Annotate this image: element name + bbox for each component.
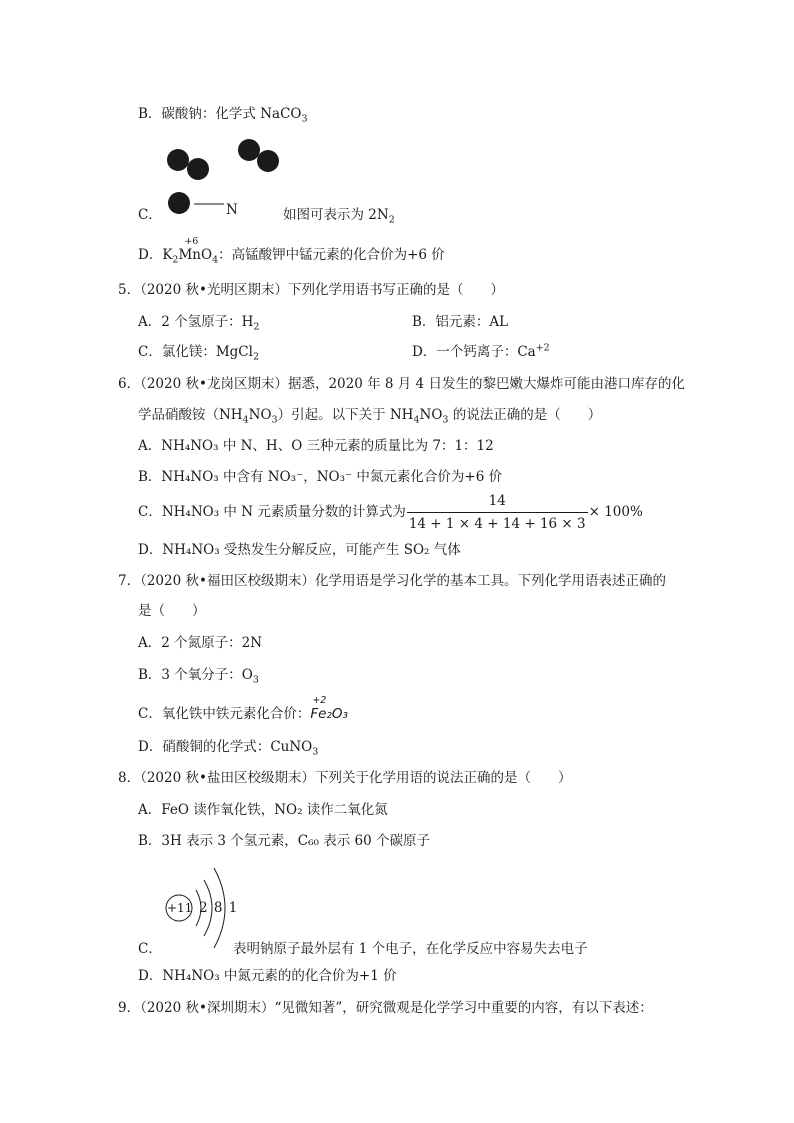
formula-part: MnO <box>178 247 213 263</box>
superscript: +2 <box>535 342 550 354</box>
subscript: 4 <box>413 414 420 426</box>
option-label: B． <box>138 667 162 683</box>
option-label: A． <box>138 314 162 330</box>
stem-text: ）引起。以下关于 NH <box>277 407 414 423</box>
option-text: 氯化镁：MgCl <box>161 344 253 360</box>
q8-option-a <box>138 800 388 820</box>
stem-text: NO <box>419 407 443 423</box>
option-label: D． <box>138 247 163 263</box>
option-text: NH₄NO₃ 中 N、H、O 三种元素的质量比为 7：1：12 <box>161 438 494 454</box>
q6-option-b <box>138 467 502 487</box>
option-text: NH₄NO₃ 中含有 NO₃⁻，NO₃⁻ 中氮元素化合价为+6 价 <box>161 469 503 485</box>
option-text: 如图可表示为 2N <box>283 207 389 223</box>
q8-option-b <box>138 831 430 851</box>
subscript: 3 <box>271 414 278 426</box>
option-label: C． <box>138 504 162 520</box>
q7-option-c <box>138 695 348 724</box>
option-text: NH₄NO₃ 中氮元素的的化合价为+1 价 <box>162 968 397 984</box>
option-label: A． <box>138 438 162 454</box>
option-text: 2 个氢原子：H <box>161 314 254 330</box>
legend-n-label: N <box>226 202 238 218</box>
fraction <box>407 492 588 533</box>
valence-number: +2 <box>312 695 327 706</box>
q4-option-d <box>138 236 445 266</box>
option-label: B． <box>138 106 162 122</box>
option-label: D． <box>138 968 163 984</box>
stem-text: 学品硝酸铵（NH <box>138 407 243 423</box>
stem-text: NO <box>248 407 272 423</box>
valence-number: +6 <box>184 236 199 247</box>
subscript: 3 <box>312 746 319 758</box>
option-label: C． <box>138 344 162 360</box>
formula-part: Fe₂O₃ <box>310 706 348 722</box>
subscript: 2 <box>253 321 260 333</box>
option-text: 硝酸铜的化学式：CuNO <box>162 739 313 755</box>
atom-circle <box>257 150 279 172</box>
q5-stem: 5．（2020 秋•光明区期末）下列化学用语书写正确的是（ ） <box>118 282 504 298</box>
q9-stem: 9．（2020 秋•深圳期末）“见微知著”，研究微观是化学学习中重要的内容，有以下表述： <box>118 1000 653 1016</box>
option-label: D． <box>138 542 163 558</box>
q5-option-c <box>138 342 259 362</box>
subscript: 3 <box>442 414 449 426</box>
q8-stem: 8．（2020 秋•盐田区校级期末）下列关于化学用语的说法正确的是（ ） <box>118 770 572 786</box>
option-label: A． <box>138 802 162 818</box>
valence-mark <box>310 695 348 724</box>
subscript: 3 <box>301 113 308 125</box>
q6-option-c <box>138 492 643 533</box>
option-label: D． <box>138 739 163 755</box>
subscript: 2 <box>252 351 260 363</box>
q5-option-b <box>412 312 508 332</box>
q7-option-d <box>138 737 318 757</box>
q4-option-b <box>138 104 308 124</box>
atom-circle <box>187 158 209 180</box>
valence-mark <box>162 236 219 266</box>
option-label: C． <box>138 706 162 722</box>
nucleus-label: +11 <box>167 901 193 915</box>
q8-option-c-text: 表明钠原子最外层有 1 个电子，在化学反应中容易失去电子 <box>233 941 588 957</box>
option-text: NH₄NO₃ 受热发生分解反应，可能产生 SO₂ 气体 <box>162 542 461 558</box>
q4-option-c-label: C． <box>138 207 162 223</box>
option-label: D． <box>412 344 437 360</box>
option-text: 碳酸钠：化学式 NaCO <box>161 106 302 122</box>
q6-option-d <box>138 540 461 560</box>
option-text: FeO 读作氧化铁，NO₂ 读作二氧化氮 <box>161 802 388 818</box>
option-text: 2 个氮原子：2N <box>161 635 263 651</box>
option-text: × 100% <box>588 504 643 520</box>
fraction-denominator: 14 + 1 × 4 + 14 + 16 × 3 <box>407 512 588 533</box>
option-label: B． <box>138 833 162 849</box>
option-label: A． <box>138 635 162 651</box>
q8-option-d <box>138 966 397 986</box>
subscript: 3 <box>252 674 259 686</box>
option-text: 铝元素：AL <box>435 314 509 330</box>
subscript: 4 <box>242 414 249 426</box>
subscript: 2 <box>388 214 395 226</box>
atom-circle <box>167 149 189 171</box>
q6-option-a <box>138 436 494 456</box>
atom-circle <box>238 139 260 161</box>
option-label: B． <box>138 469 162 485</box>
molecule-diagram <box>160 138 290 218</box>
formula-part: K <box>162 247 173 263</box>
stem-text: 的说法正确的是（ ） <box>448 407 602 423</box>
q4-option-c-text <box>283 205 395 225</box>
q7-option-b <box>138 665 259 685</box>
legend-atom-circle <box>168 192 190 214</box>
q6-stem-line2 <box>138 405 601 425</box>
fraction-numerator: 14 <box>488 493 506 509</box>
q5-option-a <box>138 312 259 332</box>
option-text: 氧化铁中铁元素化合价： <box>161 706 311 722</box>
option-text: 一个钙离子：Ca <box>436 344 536 360</box>
q6-stem-line1: 6．（2020 秋•龙岗区期末）据悉，2020 年 8 月 4 日发生的黎巴嫩大爆炸可能由港口库存的化 <box>118 376 685 392</box>
q7-stem-line2: 是（ ） <box>138 603 206 619</box>
q5-option-d <box>412 342 550 362</box>
subscript: 4 <box>212 254 219 266</box>
q8-option-c-label: C． <box>138 941 162 957</box>
option-text: ：高锰酸钾中锰元素的化合价为+6 价 <box>218 247 445 263</box>
q7-option-a <box>138 633 262 653</box>
q7-stem-line1: 7．（2020 秋•福田区校级期末）化学用语是学习化学的基本工具。下列化学用语表述正确的 <box>118 573 666 589</box>
option-text: NH₄NO₃ 中 N 元素质量分数的计算式为 <box>161 504 406 520</box>
subscript: 2 <box>172 254 179 266</box>
electron-counts: 2 8 1 <box>199 900 238 916</box>
option-text: 3H 表示 3 个氢元素，C₆₀ 表示 60 个碳原子 <box>161 833 430 849</box>
option-text: 3 个氧分子：O <box>161 667 253 683</box>
option-label: B． <box>412 314 436 330</box>
